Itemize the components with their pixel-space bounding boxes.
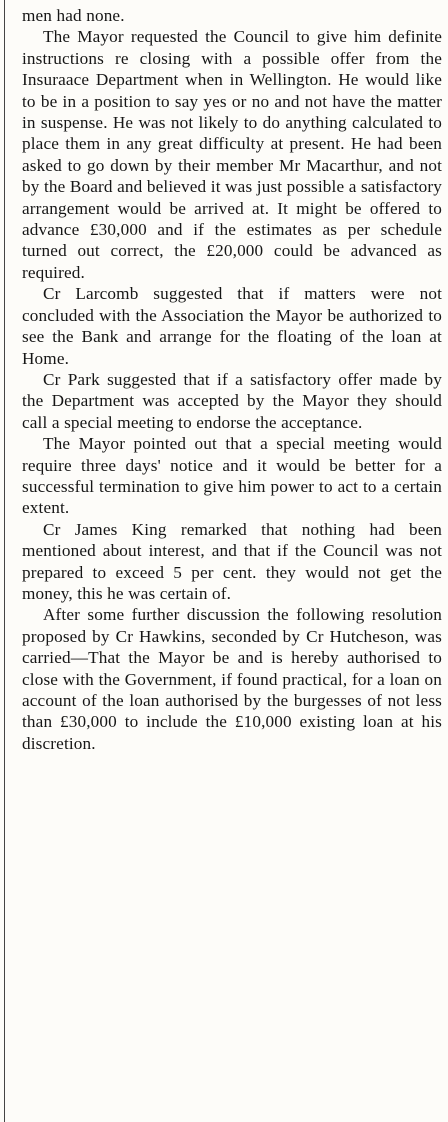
paragraph-larcomb: Cr Larcomb suggested that if matters were not concluded with the Association the Mayor be authorized to see the Bank and arrange for the floating of the loan at Home. xyxy=(22,284,442,368)
paragraph-park: Cr Park suggested that if a satisfactory offer made by the Department was accepted by the Mayor they should call a special meeting to endorse the acceptance. xyxy=(22,369,442,432)
article-column xyxy=(22,5,442,754)
paragraph-resolution: After some further discussion the following resolution proposed by Cr Hawkins, seconded by Cr Hutcheson, was carried—That the Mayor be and is hereby authorised to close with the Government, if found practical, for a loan on account of the loan authorised by the burgesses of not less than £30,000 to include the £10,000 existing loan at his discretion. xyxy=(22,605,442,753)
column-rule xyxy=(4,0,5,1122)
paragraph-james-king: Cr James King remarked that nothing had been mentioned about interest, and that if the Council was not prepared to exceed 5 per cent. they would not get the money, this he was certain of. xyxy=(22,519,442,603)
paragraph-mayor-request: The Mayor requested the Council to give him definite instructions re closing with a possible offer from the Insuraace Department when in Wellington. He would like to be in a position to say yes or no and not have the matter in suspense. He was not likely to do anything calculated to place them in any great difficulty at present. He had been asked to go down by their member Mr Macarthur, and not by the Board and believed it was just possible a satisfactory arrangement would be arrived at. It might be offered to advance £30,000 and if the estimates as per schedule turned out correct, the £20,000 could be advanced as required. xyxy=(22,27,442,282)
paragraph-mayor-special-meeting: The Mayor pointed out that a special meeting would require three days' notice and it would be better for a successful termination to give him power to act to a certain extent. xyxy=(22,434,442,518)
paragraph-continuation: men had none. xyxy=(22,6,125,25)
